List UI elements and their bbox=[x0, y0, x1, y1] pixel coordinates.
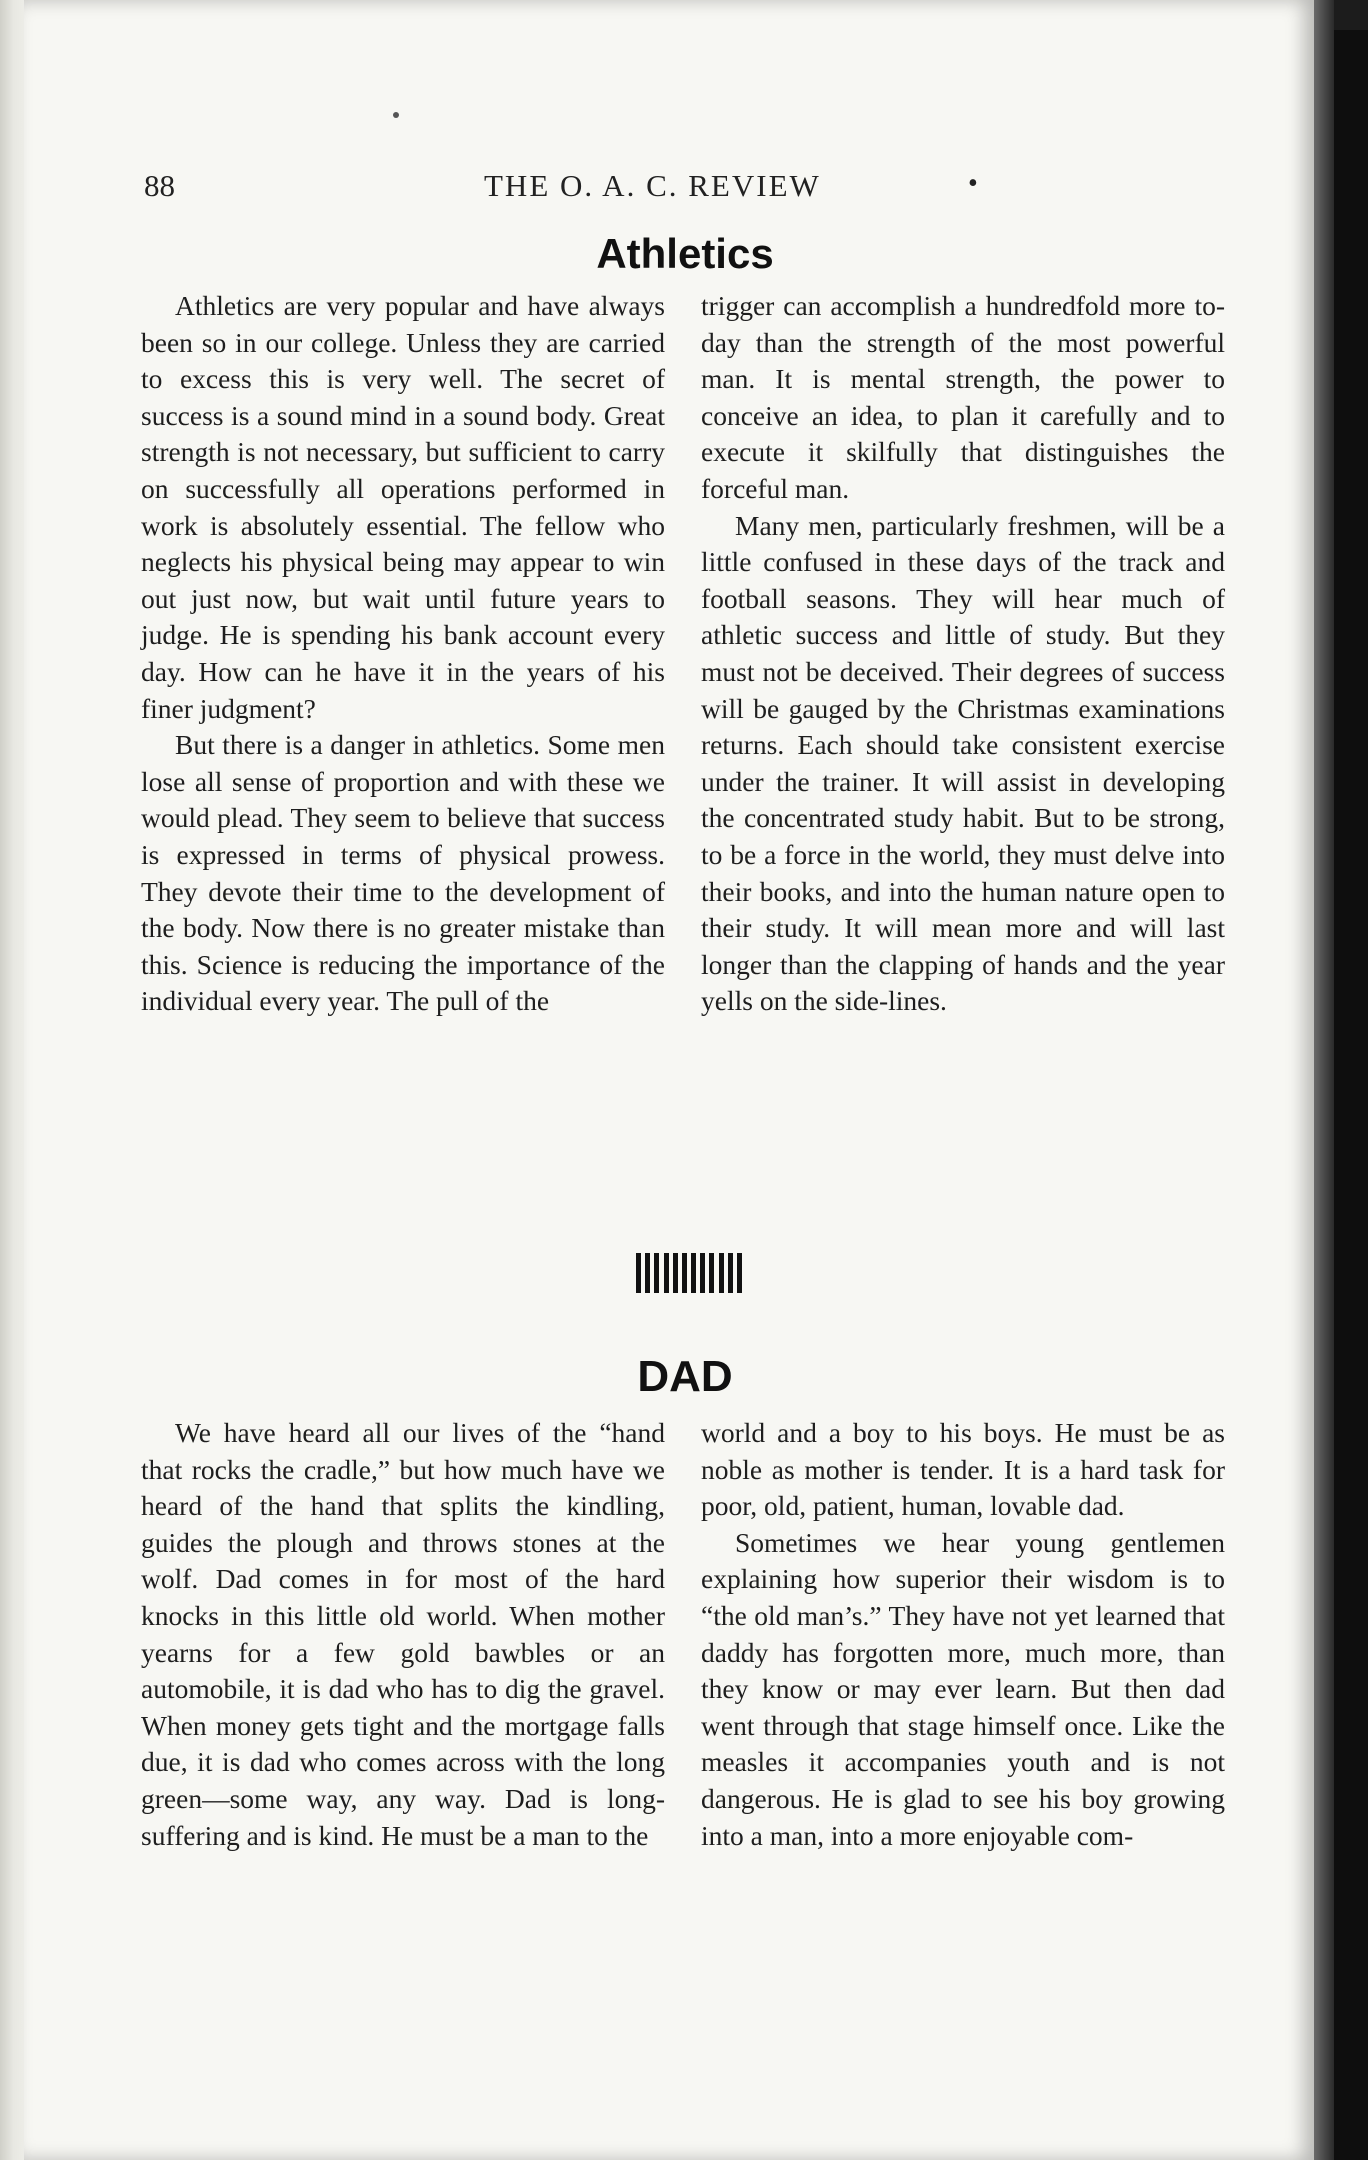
facing-page-strip bbox=[1334, 30, 1368, 2160]
page-edge-shadow bbox=[1314, 0, 1334, 2160]
dad-left-column bbox=[141, 1415, 665, 1854]
athletics-paragraph-1: Athletics are very popular and have always been so in our college. Unless they are carried to excess this is very well. The secret of success is a sound mind in a sound body. Great strength is not necessary, but sufficient to carry on successfully all operations performed in work is absolutely essential. The fellow who neglects his physical being may appear to win out just now, but wait until future years to judge. He is spending his bank account every day. How can he have it in the years of his finer judgment? bbox=[141, 290, 665, 724]
dad-right-column bbox=[701, 1415, 1225, 1854]
print-speck bbox=[393, 112, 399, 118]
athletics-paragraph-2-continued: trigger can accomplish a hundredfold more to-day than the strength of the most powerful man. It is mental strength, the power to conceive an idea, to plan it carefully and to execute it skilfully that distinguishes the forceful man. bbox=[701, 290, 1225, 504]
athletics-left-column bbox=[141, 288, 665, 1020]
athletics-title: Athletics bbox=[596, 230, 774, 277]
journal-title: THE O. A. C. REVIEW bbox=[484, 168, 821, 203]
dad-paragraph-1-continued: world and a boy to his boys. He must be as noble as mother is tender. It is a hard task for poor, old, patient, human, lovable dad. bbox=[701, 1417, 1225, 1522]
athletics-paragraph-3: Many men, particularly freshmen, will be a little confused in these days of the track and football seasons. They will hear much of athletic success and little of study. But they must not be deceived. Their degrees of success will be gauged by the Christmas examinations returns. Each should take consistent exercise under the trainer. It will assist in developing the concentrated study habit. But to be strong, to be a force in the world, they must delve into their books, and into the human nature open to their study. It will mean more and will last longer than the clapping of hands and the year yells on the side-lines. bbox=[701, 509, 1225, 1017]
athletics-right-column bbox=[701, 288, 1225, 1020]
section-divider-ornament bbox=[636, 1253, 742, 1293]
athletics-paragraph-2: But there is a danger in athletics. Some men lose all sense of proportion and with these we would plead. They seem to believe that success is expressed in terms of physical prowess. They devote their time to the development of the body. Now there is no greater mistake than this. Science is reducing the importance of the individual every year. The pull of the bbox=[141, 729, 665, 1017]
running-head bbox=[144, 168, 990, 208]
dad-paragraph-1: We have heard all our lives of the “hand that rocks the cradle,” but how much have we heard of the hand that splits the kindling, guides the plough and throws stones at the wolf. Dad comes in for most of the hard knocks in this little old world. When mother yearns for a few gold bawbles or an automobile, it is dad who has to dig the gravel. When money gets tight and the mortgage falls due, it is dad who comes across with the long green—some way, any way. Dad is long-suffering and is kind. He must be a man to the bbox=[141, 1417, 665, 1851]
dad-title: DAD bbox=[637, 1352, 733, 1401]
dad-paragraph-2: Sometimes we hear young gentlemen explaining how superior their wisdom is to “the old man’s.” They have not yet learned that daddy has forgotten more, much more, than they know or may ever learn. But then dad went through that stage himself once. Like the measles it accompanies youth and is not dangerous. He is glad to see his boy growing into a man, into a more enjoyable com- bbox=[701, 1526, 1225, 1851]
page-number: 88 bbox=[144, 168, 175, 203]
header-bullet: • bbox=[968, 168, 978, 199]
